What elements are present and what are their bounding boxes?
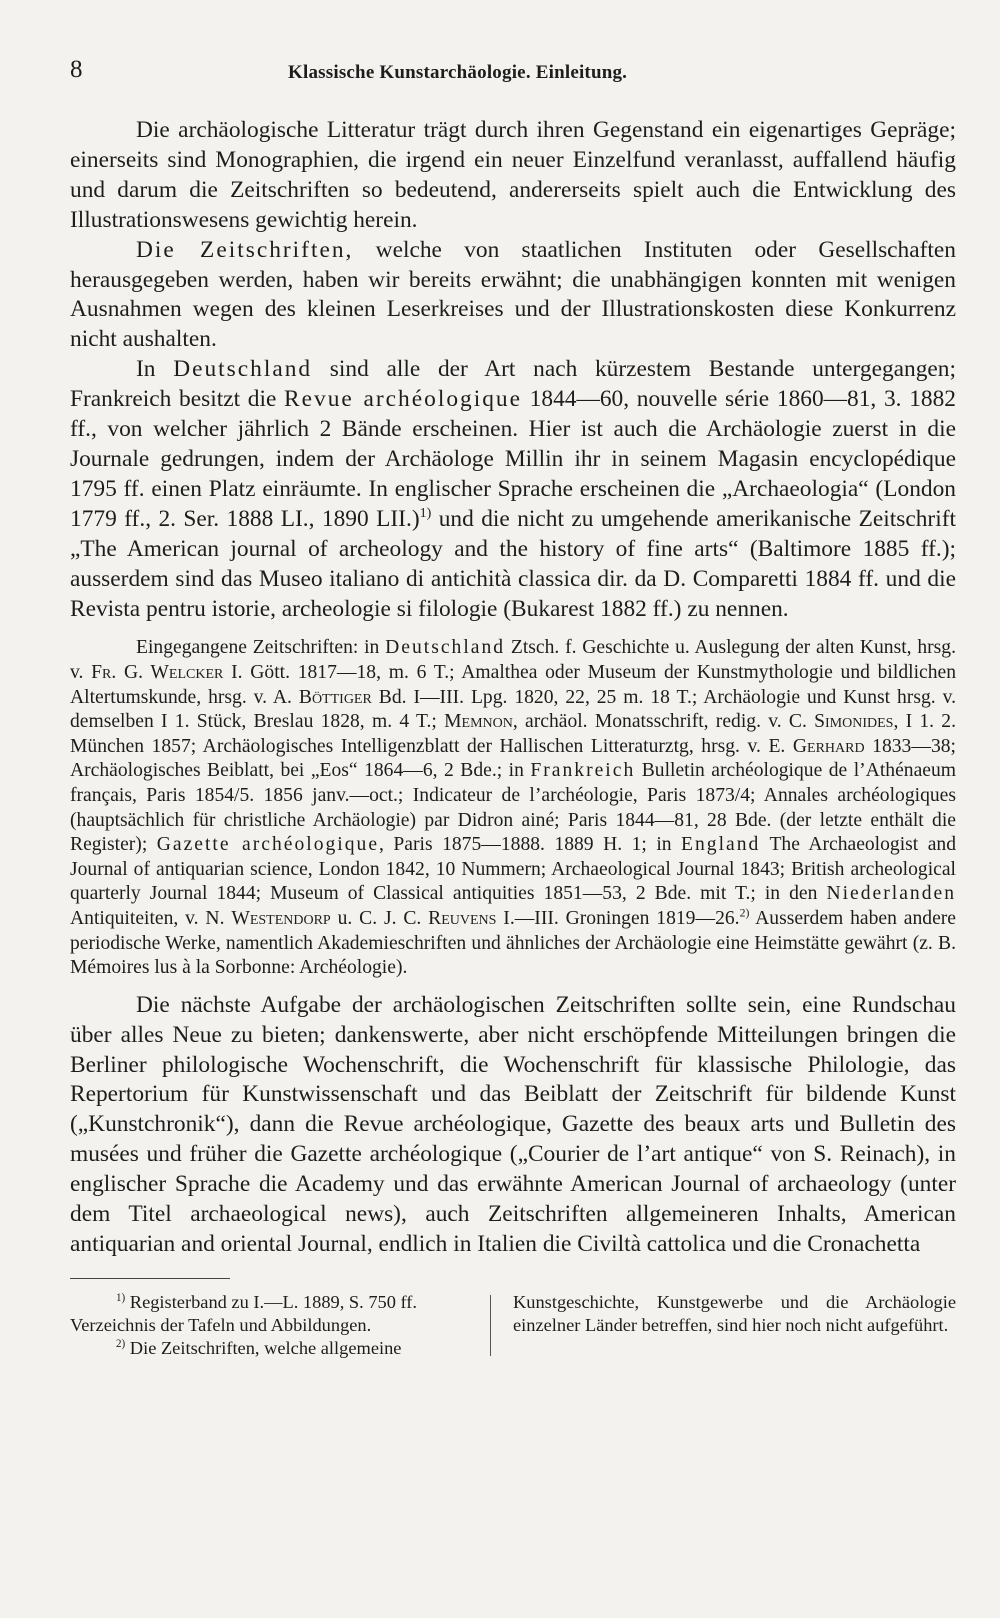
sp-text: Ztsch. f. Geschichte u. Auslegung der alten Kunst, hrsg. v. <box>70 637 956 683</box>
sp-name-reuvens: Reuvens <box>428 907 497 929</box>
sp-text: , archäol. Monatsschrift, redig. v. C. <box>512 711 815 733</box>
sp-text: I. Gött. 1817—18, m. 6 T.; Amalthea oder Museum der Kunstmythologie und bildlichen Altertumskunde, hrsg. v. A. <box>70 662 956 708</box>
sp-country-deutschland: Deutschland <box>385 637 506 659</box>
footnote-1-text: Registerband zu I.—L. 1889, S. 750 ff. Verzeichnis der Tafeln und Abbildungen. <box>70 1291 418 1335</box>
p3-country: Deutschland <box>173 356 313 383</box>
sp-text: Ausserdem haben andere periodische Werke, namentlich Akademieschriften und ähnliches der Archäologie eine Heimstätte gewährt (z. B. Mémoires lus à la Sorbonne: Archéologie). <box>70 907 956 979</box>
footnote-1 <box>70 1291 468 1337</box>
sp-gazette: Gazette archéologique <box>156 834 380 856</box>
footnote-2 <box>70 1337 468 1360</box>
small-print-bibliography <box>70 636 956 980</box>
p3-rest: 1844—60, nouvelle série 1860—81, 3. 1882 ff., von welcher jährlich 2 Bände erscheinen. Hier ist auch die Archäologie zuerst in die Journale gedrungen, indem der Archäologe Millin ihr in seinem Magasin encyclopédique 1795 ff. einen Platz einräumte. In englischer Sprache erscheinen die „Archaeologia“ (London 1779 ff., 2. Ser. 1888 LI., 1890 LII.) <box>70 386 956 532</box>
footnote-ref-1: 1) <box>419 504 432 521</box>
p2-lead: Die Zeitschriften, <box>136 236 354 263</box>
p2-rest: welche von staatlichen Instituten oder Gesellschaften herausgegeben werden, haben wir bereits erwähnt; die unabhängigen konnten mit wenigen Ausnahmen wegen des kleinen Leserkreises und der Illustrationskosten diese Konkurrenz nicht aushalten. <box>70 236 956 353</box>
footnote-column-divider <box>490 1295 491 1356</box>
sp-text: Eingegangene Zeitschriften: in <box>136 637 386 659</box>
footnotes-left-column <box>70 1291 468 1360</box>
footnote-2-continuation: Kunstgeschichte, Kunstgewerbe und die Archäologie einzelner Länder betreffen, sind hier noch nicht aufgeführt. <box>513 1291 956 1335</box>
sp-name-boettiger: Böttiger <box>298 686 372 708</box>
sp-name-welcker: Fr. G. Welcker <box>91 662 224 683</box>
paragraph-3 <box>70 355 956 624</box>
footnotes <box>70 1291 956 1360</box>
p3-pre: In <box>136 356 174 383</box>
footnote-divider <box>70 1278 230 1279</box>
paragraph-1: Die archäologische Litteratur trägt durch ihren Gegenstand ein eigenartiges Gepräge; einerseits sind Monographien, die irgend ein neuer Einzelfund veranlasst, auffallend häufig und darum die Zeitschriften so bedeutend, andererseits spielt auch die Entwicklung des Illustrationswesens gewichtig herein. <box>70 117 956 233</box>
running-head <box>70 48 956 88</box>
footnote-2-mark: 2) <box>116 1337 126 1350</box>
sp-text: , Paris 1875—1888. 1889 H. 1; in <box>379 834 682 856</box>
main-text <box>70 116 956 1260</box>
footnotes-right-column <box>513 1291 956 1360</box>
sp-text: Bd. I—III. Lpg. 1820, 22, 25 m. 18 T.; Archäologie und Kunst hrsg. v. demselben I 1. Stück, Breslau 1828, m. 4 T.; <box>70 686 956 733</box>
paragraph-4: Die nächste Aufgabe der archäologischen Zeitschriften sollte sein, eine Rundschau über alles Neue zu bieten; dankenswerte, aber nicht erschöpfende Mitteilungen bringen die Berliner philologische Wochenschrift, die Wochenschrift für klassische Philologie, das Repertorium für Kunstwissenschaft und das Beiblatt der Zeitschrift für bildende Kunst („Kunstchronik“), dann die Revue archéologique, Gazette des beaux arts und Bulletin des musées und früher die Gazette archéologique („Courier de l’art antique“ von S. Reinach), in englischer Sprache die Academy und das erwähnte American Journal of archaeology (unter dem Titel archaeological news), auch Zeitschriften allgemeineren Inhalts, American antiquarian and oriental Journal, endlich in Italien die Civiltà cattolica und die Cronachetta <box>70 991 956 1257</box>
paragraph-2 <box>70 236 956 356</box>
footnote-2-text: Die Zeitschriften, welche allgemeine <box>125 1337 402 1358</box>
sp-text: The Archaeologist and Journal of antiquarian science, London 1842, 10 Nummern; Archaeological Journal 1843; British archeological quarterly Journal 1844; Museum of Classical antiquities 1851—53, 2 Bde. mit T.; in den <box>70 834 956 905</box>
sp-name-simonides: Simonides <box>814 711 894 733</box>
sp-name-westendorp: Westendorp <box>231 907 331 929</box>
sp-country-niederlanden: Niederlanden <box>826 883 956 905</box>
sp-text: I.—III. Groningen 1819—26. <box>496 907 740 929</box>
p3-end: und die nicht zu umgehende amerikanische Zeitschrift „The American journal of archeology and the history of fine arts“ (Baltimore 1885 ff.); ausserdem sind das Museo italiano di antichità classica dir. da D. Comparetti 1884 ff. und die Revista pentru istorie, archeologie si filologie (Bukarest 1882 ff.) zu nennen. <box>70 505 956 622</box>
p3-revue: Revue archéologique <box>284 386 522 413</box>
page-number: 8 <box>70 56 83 83</box>
sp-text: Antiquiteiten, v. N. <box>70 907 232 929</box>
sp-text: , I 1. 2. München 1857; Archäologisches Intelligenzblatt der Hallischen Litteraturztg, hrsg. v. E. <box>70 711 956 757</box>
header-title: Klassische Kunstarchäologie. Einleitung. <box>288 62 628 83</box>
sp-text: 1833—38; Archäologisches Beiblatt, bei „Eos“ 1864—6, 2 Bde.; in <box>70 735 956 782</box>
p3-mid: sind alle der Art nach kürzestem Bestande untergegangen; Frankreich besitzt die <box>70 356 956 413</box>
sp-text: u. C. J. C. <box>330 907 429 929</box>
sp-name-memnon: Memnon <box>444 711 513 733</box>
footnote-1-mark: 1) <box>116 1291 126 1304</box>
sp-name-gerhard: Gerhard <box>792 735 865 757</box>
sp-text: Bulletin archéologique de l’Athénaeum français, Paris 1854/5. 1856 janv.—oct.; Indicateur de l’archéologie, Paris 1873/4; Annales archéologiques (hauptsächlich für christliche Archäologie) par Didron ainé; Paris 1844—81, 28 Bde. (der letzte enthält die Register); <box>70 760 956 856</box>
sp-country-england: England <box>681 834 761 856</box>
footnote-ref-2: 2) <box>739 906 750 920</box>
sp-country-frankreich: Frankreich <box>530 760 636 782</box>
